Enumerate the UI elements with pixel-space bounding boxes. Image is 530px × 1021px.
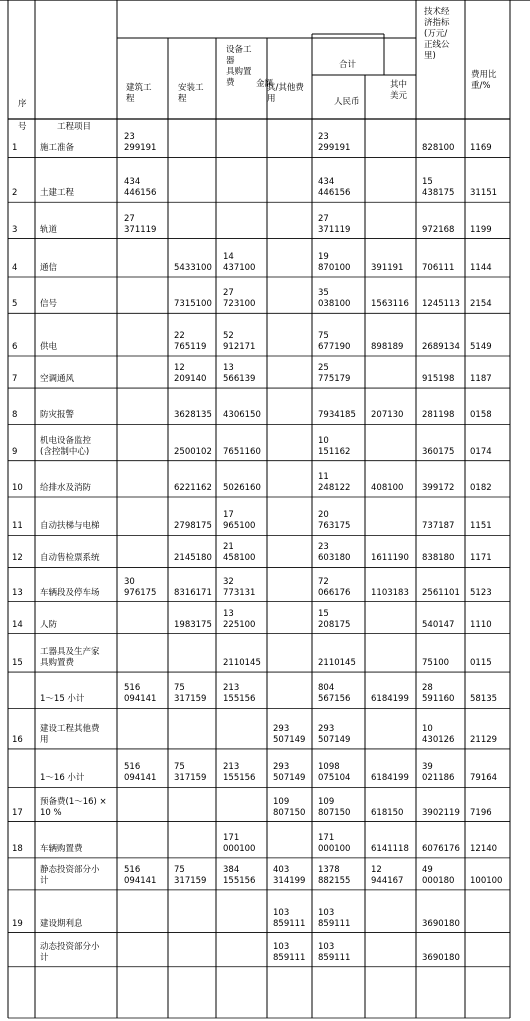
- equipment-amount-overlap: 金额: [256, 79, 274, 89]
- seq-header-top: 序: [18, 99, 27, 109]
- cell-project: 1～16 小计: [40, 773, 85, 784]
- cell-rmb: 7934185: [318, 410, 356, 421]
- cell-usd: 12 944167: [371, 864, 404, 886]
- cell-seq: 19: [12, 918, 23, 929]
- cell-seq: 12: [12, 553, 23, 564]
- cell-ratio: 0115: [470, 658, 492, 669]
- cell-equipment: 52 912171: [223, 331, 256, 353]
- cell-ratio: 0182: [470, 482, 492, 493]
- ratio-header: 费用比 重/%: [471, 70, 497, 91]
- cell-project: 土建工程: [40, 188, 75, 199]
- cell-equipment: 32 773131: [223, 576, 256, 598]
- cell-other: 293 507149: [273, 723, 306, 745]
- cell-installation: 8316171: [174, 587, 212, 598]
- cell-usd: 898189: [371, 342, 404, 353]
- cell-tech: 1245113: [422, 299, 460, 310]
- cell-rmb: 23 299191: [318, 132, 351, 154]
- cell-equipment: 14 437100: [223, 252, 256, 274]
- cell-rmb: 171 000100: [318, 832, 351, 854]
- cell-equipment: 7651160: [223, 446, 261, 457]
- cell-ratio: 0174: [470, 446, 492, 457]
- cell-ratio: 7196: [470, 807, 492, 818]
- cell-installation: 3628135: [174, 410, 212, 421]
- cell-other: 293 507149: [273, 762, 306, 784]
- cell-equipment: 17 965100: [223, 510, 256, 532]
- cell-ratio: 1169: [470, 143, 492, 154]
- cell-ratio: 21129: [470, 734, 498, 745]
- cell-rmb: 19 870100: [318, 252, 351, 274]
- cell-tech: 3902119: [422, 807, 460, 818]
- cell-tech: 706111: [422, 263, 455, 274]
- cell-seq: 11: [12, 521, 23, 532]
- cell-ratio: 5123: [470, 587, 492, 598]
- cell-ratio: 0158: [470, 410, 492, 421]
- cell-rmb: 20 763175: [318, 510, 351, 532]
- cell-tech: 972168: [422, 224, 455, 235]
- cell-construction: 516 094141: [124, 683, 157, 705]
- cell-tech: 6076176: [422, 843, 460, 854]
- cell-seq: 1: [12, 143, 18, 154]
- cell-usd: 1103183: [371, 587, 409, 598]
- cell-tech: 399172: [422, 482, 455, 493]
- cell-project: 防灾报警: [40, 410, 75, 421]
- cell-ratio: 79164: [470, 773, 498, 784]
- cell-rmb: 1378 882155: [318, 864, 351, 886]
- cell-rmb: 2110145: [318, 658, 356, 669]
- cell-ratio: 100100: [470, 875, 503, 886]
- cell-seq: 18: [12, 843, 23, 854]
- cell-project: 自动售检票系统: [40, 553, 100, 564]
- cell-seq: 5: [12, 299, 18, 310]
- cell-construction: 30 976175: [124, 576, 157, 598]
- cell-tech: 3690180: [422, 918, 460, 929]
- cell-project: 自动扶梯与电梯: [40, 521, 100, 532]
- cell-installation: 75 317159: [174, 864, 207, 886]
- cell-tech: 75100: [422, 658, 450, 669]
- cell-project: 人防: [40, 619, 58, 630]
- cell-rmb: 35 038100: [318, 288, 351, 310]
- cell-installation: 5433100: [174, 263, 212, 274]
- cell-tech: 281198: [422, 410, 455, 421]
- cell-project: 工器具及生产家 具购置费: [40, 647, 100, 669]
- cell-other: 403 314199: [273, 864, 306, 886]
- cell-ratio: 1171: [470, 553, 492, 564]
- cell-usd: 391191: [371, 263, 404, 274]
- cell-other: 109 807150: [273, 796, 306, 818]
- cell-equipment: 171 000100: [223, 832, 256, 854]
- cell-rmb: 293 507149: [318, 723, 351, 745]
- cell-installation: 22 765119: [174, 331, 207, 353]
- cell-rmb: 72 066176: [318, 576, 351, 598]
- cell-equipment: 213 155156: [223, 762, 256, 784]
- cell-rmb: 1098 075104: [318, 762, 351, 784]
- cell-tech: 39 021186: [422, 762, 455, 784]
- construction-header: 建筑工 程: [126, 83, 152, 104]
- cell-usd: 6184199: [371, 773, 409, 784]
- cell-project: 轨道: [40, 224, 58, 235]
- cell-seq: 4: [12, 263, 18, 274]
- cell-ratio: 1144: [470, 263, 492, 274]
- project-header: 工程项目: [57, 122, 92, 132]
- cell-equipment: 213 155156: [223, 683, 256, 705]
- cell-ratio: 1151: [470, 521, 492, 532]
- cell-equipment: 4306150: [223, 410, 261, 421]
- cell-tech: 828100: [422, 143, 455, 154]
- cell-project: 给排水及消防: [40, 482, 92, 493]
- cell-project: 建设期利息: [40, 918, 83, 929]
- cell-tech: 15 438175: [422, 177, 455, 199]
- cell-tech: 28 591160: [422, 683, 455, 705]
- cell-project: 车辆段及停车场: [40, 587, 100, 598]
- cell-installation: 75 317159: [174, 683, 207, 705]
- cell-installation: 1983175: [174, 619, 212, 630]
- cell-construction: 434 446156: [124, 177, 157, 199]
- cell-rmb: 75 677190: [318, 331, 351, 353]
- cell-usd: 6184199: [371, 694, 409, 705]
- cell-project: 信号: [40, 299, 58, 310]
- cell-construction: 27 371119: [124, 213, 157, 235]
- cell-seq: 15: [12, 658, 23, 669]
- cell-rmb: 23 603180: [318, 542, 351, 564]
- cell-project: 预备费(1～16) × 10 %: [40, 796, 107, 818]
- tech-index-header: 技术经 济指标 (万元/ 正线公 里): [424, 7, 450, 61]
- cell-ratio: 1187: [470, 374, 492, 385]
- cell-installation: 2798175: [174, 521, 212, 532]
- cell-project: 建设工程其他费 用: [40, 723, 100, 745]
- cell-equipment: 13 225100: [223, 608, 256, 630]
- cell-rmb: 10 151162: [318, 435, 351, 457]
- other-cost-header: 其/其他费 用: [267, 83, 304, 104]
- cell-installation: 2145180: [174, 553, 212, 564]
- cell-usd: 6141118: [371, 843, 409, 854]
- cell-rmb: 27 371119: [318, 213, 351, 235]
- equipment-header: 设备工 器 具购置 费: [226, 45, 252, 88]
- cell-ratio: 58135: [470, 694, 498, 705]
- cell-equipment: 27 723100: [223, 288, 256, 310]
- cell-project: 静态投资部分小 计: [40, 864, 100, 886]
- cell-project: 供电: [40, 342, 58, 353]
- cell-equipment: 21 458100: [223, 542, 256, 564]
- cell-seq: 2: [12, 188, 18, 199]
- cell-usd: 408100: [371, 482, 404, 493]
- cell-ratio: 31151: [470, 188, 498, 199]
- cell-tech: 10 430126: [422, 723, 455, 745]
- cell-usd: 1563116: [371, 299, 409, 310]
- cell-rmb: 103 859111: [318, 941, 351, 963]
- cell-seq: 8: [12, 410, 18, 421]
- cell-installation: 2500102: [174, 446, 212, 457]
- cell-seq: 10: [12, 482, 23, 493]
- cell-seq: 16: [12, 734, 23, 745]
- cell-usd: 618150: [371, 807, 404, 818]
- cell-seq: 7: [12, 374, 18, 385]
- cell-project: 通信: [40, 263, 58, 274]
- cell-usd: 1611190: [371, 553, 409, 564]
- cell-equipment: 13 566139: [223, 363, 256, 385]
- cell-ratio: 5149: [470, 342, 492, 353]
- cell-seq: 3: [12, 224, 18, 235]
- cell-seq: 6: [12, 342, 18, 353]
- cell-project: 1～15 小计: [40, 694, 85, 705]
- cell-ratio: 1110: [470, 619, 492, 630]
- cell-construction: 516 094141: [124, 864, 157, 886]
- rmb-header: 人民币: [334, 97, 360, 107]
- cell-tech: 915198: [422, 374, 455, 385]
- cell-construction: 23 299191: [124, 132, 157, 154]
- cell-equipment: 2110145: [223, 658, 261, 669]
- cell-ratio: 2154: [470, 299, 492, 310]
- cell-equipment: 384 155156: [223, 864, 256, 886]
- cell-project: 空调通风: [40, 374, 75, 385]
- cell-installation: 75 317159: [174, 762, 207, 784]
- cell-installation: 12 209140: [174, 363, 207, 385]
- cell-tech: 2689134: [422, 342, 460, 353]
- cell-installation: 6221162: [174, 482, 212, 493]
- cell-tech: 49 000180: [422, 864, 455, 886]
- cell-tech: 2561101: [422, 587, 460, 598]
- total-header: 合计: [339, 60, 357, 70]
- cell-project: 机电设备监控 (含控制中心): [40, 435, 92, 457]
- cell-other: 103 859111: [273, 907, 306, 929]
- cell-tech: 737187: [422, 521, 455, 532]
- cell-installation: 7315100: [174, 299, 212, 310]
- cell-rmb: 434 446156: [318, 177, 351, 199]
- cell-rmb: 804 567156: [318, 683, 351, 705]
- cell-ratio: 12140: [470, 843, 498, 854]
- usd-header: 其中 美元: [390, 80, 408, 101]
- installation-header: 安装工 程: [178, 83, 204, 104]
- cell-project: 车辆购置费: [40, 843, 83, 854]
- cell-rmb: 15 208175: [318, 608, 351, 630]
- cell-usd: 207130: [371, 410, 404, 421]
- cell-tech: 540147: [422, 619, 455, 630]
- cell-project: 动态投资部分小 计: [40, 941, 100, 963]
- cell-seq: 13: [12, 587, 23, 598]
- cell-seq: 9: [12, 446, 18, 457]
- cell-tech: 3690180: [422, 952, 460, 963]
- cell-rmb: 109 807150: [318, 796, 351, 818]
- cell-tech: 838180: [422, 553, 455, 564]
- cell-construction: 516 094141: [124, 762, 157, 784]
- cell-rmb: 11 248122: [318, 471, 351, 493]
- cell-rmb: 25 775179: [318, 363, 351, 385]
- cell-equipment: 5026160: [223, 482, 261, 493]
- seq-header-bottom: 号: [18, 122, 27, 132]
- cell-project: 施工准备: [40, 143, 75, 154]
- cell-rmb: 103 859111: [318, 907, 351, 929]
- cell-other: 103 859111: [273, 941, 306, 963]
- cell-ratio: 1199: [470, 224, 492, 235]
- cell-seq: 17: [12, 807, 23, 818]
- cell-seq: 14: [12, 619, 23, 630]
- cell-tech: 360175: [422, 446, 455, 457]
